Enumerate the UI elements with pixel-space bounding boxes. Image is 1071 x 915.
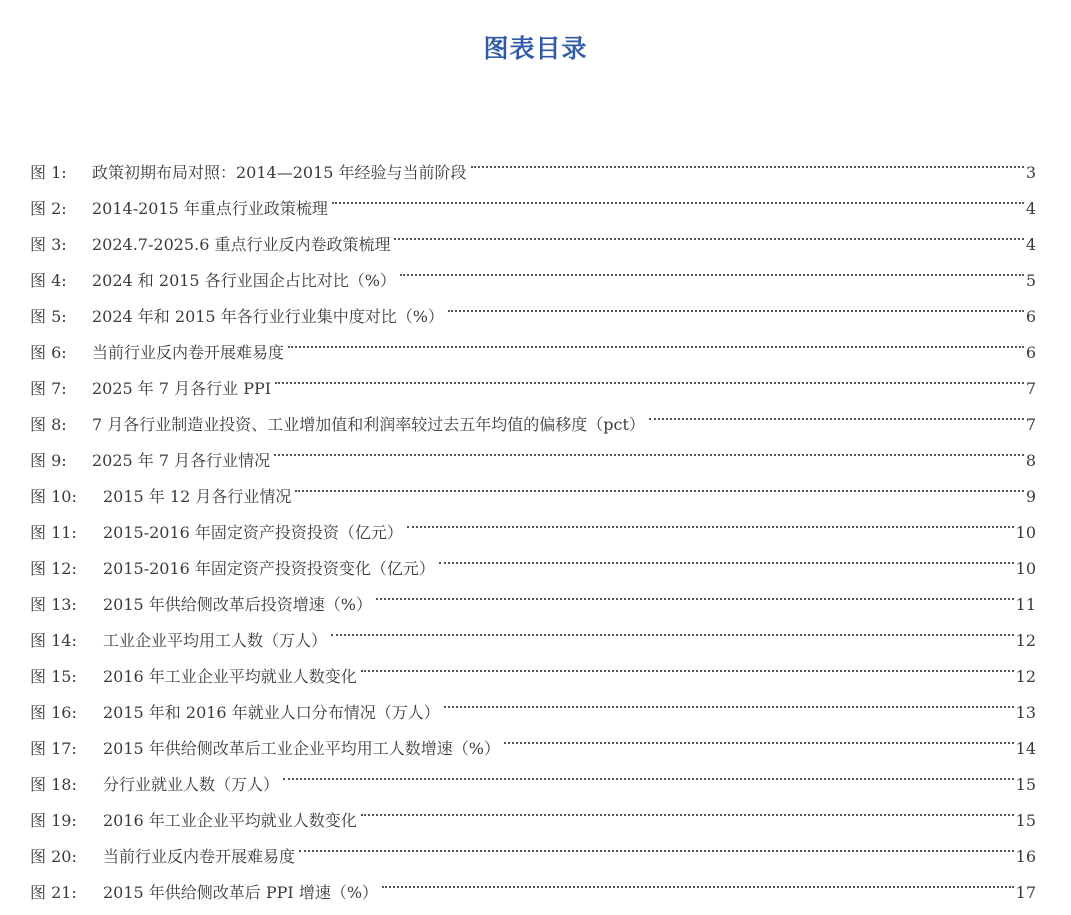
figure-number: 图 2: [30,199,67,218]
page-number: 6 [1025,343,1036,362]
page-number: 11 [1015,595,1036,614]
figure-number: 图 16: [30,703,77,722]
page-number: 5 [1025,271,1036,290]
figure-number: 图 9: [30,451,67,470]
page-number: 7 [1025,415,1036,434]
dot-leader [649,394,1024,430]
figure-caption: 2015 年供给侧改革后 PPI 增速（%） [103,883,379,902]
figure-caption: 2014-2015 年重点行业政策梳理 [92,199,328,218]
figure-number: 图 14: [30,631,77,650]
page-number: 13 [1015,703,1036,722]
figure-caption: 2015 年 12 月各行业情况 [103,487,292,506]
dot-leader [439,538,1014,574]
figure-number: 图 13: [30,595,77,614]
figure-number: 图 7: [30,379,67,398]
figure-caption: 分行业就业人数（万人） [103,775,280,794]
figure-caption: 2015-2016 年固定资产投资投资（亿元） [103,523,403,542]
dot-leader [299,826,1014,862]
figure-caption: 2024 年和 2015 年各行业行业集中度对比（%） [92,307,444,326]
page-number: 10 [1015,559,1036,578]
figure-caption: 2016 年工业企业平均就业人数变化 [103,811,357,830]
page-number: 9 [1025,487,1036,506]
dot-leader [382,862,1014,898]
page-number: 3 [1025,163,1036,182]
figure-caption: 2025 年 7 月各行业情况 [92,451,271,470]
figure-number: 图 4: [30,271,67,290]
page-number: 12 [1015,667,1036,686]
page-number: 16 [1015,847,1036,866]
figure-caption: 2016 年工业企业平均就业人数变化 [103,667,357,686]
dot-leader [376,574,1014,610]
page-number: 17 [1015,883,1036,902]
figure-caption: 政策初期布局对照：2014—2015 年经验与当前阶段 [92,163,467,182]
dot-leader [504,718,1014,754]
page-number: 6 [1025,307,1036,326]
figure-number: 图 19: [30,811,77,830]
page-number: 14 [1015,739,1036,758]
dot-leader [274,430,1024,466]
figure-caption: 2015-2016 年固定资产投资投资变化（亿元） [103,559,435,578]
dot-leader [361,646,1014,682]
dot-leader [407,502,1014,538]
page-number: 15 [1015,811,1036,830]
figure-list [30,142,1036,902]
figure-caption: 2024.7-2025.6 重点行业反内卷政策梳理 [92,235,391,254]
figure-number: 图 8: [30,415,67,434]
dot-leader [295,466,1023,502]
figure-number: 图 1: [30,163,67,182]
dot-leader [275,358,1024,394]
figure-caption: 当前行业反内卷开展难易度 [92,343,285,362]
dot-leader [283,754,1014,790]
page-number: 7 [1025,379,1036,398]
figure-number: 图 12: [30,559,77,578]
figure-caption: 7 月各行业制造业投资、工业增加值和利润率较过去五年均值的偏移度（pct） [92,415,645,434]
figure-number: 图 3: [30,235,67,254]
figure-number: 图 6: [30,343,67,362]
dot-leader [331,610,1014,646]
page-title: 图表目录 [483,34,588,63]
figure-number: 图 5: [30,307,67,326]
figure-caption: 工业企业平均用工人数（万人） [103,631,328,650]
dot-leader [471,142,1024,178]
page-number: 4 [1025,235,1036,254]
page-number: 15 [1015,775,1036,794]
figure-number: 图 18: [30,775,77,794]
dot-leader [400,250,1024,286]
dot-leader [288,322,1024,358]
page-number: 4 [1025,199,1036,218]
page-number: 12 [1015,631,1036,650]
figure-number: 图 21: [30,883,77,902]
figure-number: 图 11: [30,523,77,542]
figure-caption: 2015 年和 2016 年就业人口分布情况（万人） [103,703,440,722]
dot-leader [444,682,1014,718]
page-number: 10 [1015,523,1036,542]
figure-caption: 2015 年供给侧改革后工业企业平均用工人数增速（%） [103,739,501,758]
figure-number: 图 10: [30,487,77,506]
dot-leader [394,214,1023,250]
figure-caption: 当前行业反内卷开展难易度 [103,847,296,866]
figure-number: 图 17: [30,739,77,758]
page-number: 8 [1025,451,1036,470]
figure-caption: 2015 年供给侧改革后投资增速（%） [103,595,373,614]
toc-entry[interactable] [30,142,1036,182]
dot-leader [332,178,1024,214]
figure-number: 图 20: [30,847,77,866]
figure-number: 图 15: [30,667,77,686]
dot-leader [361,790,1014,826]
figure-caption: 2025 年 7 月各行业 PPI [92,379,272,398]
figure-caption: 2024 和 2015 各行业国企占比对比（%） [92,271,396,290]
dot-leader [448,286,1024,322]
